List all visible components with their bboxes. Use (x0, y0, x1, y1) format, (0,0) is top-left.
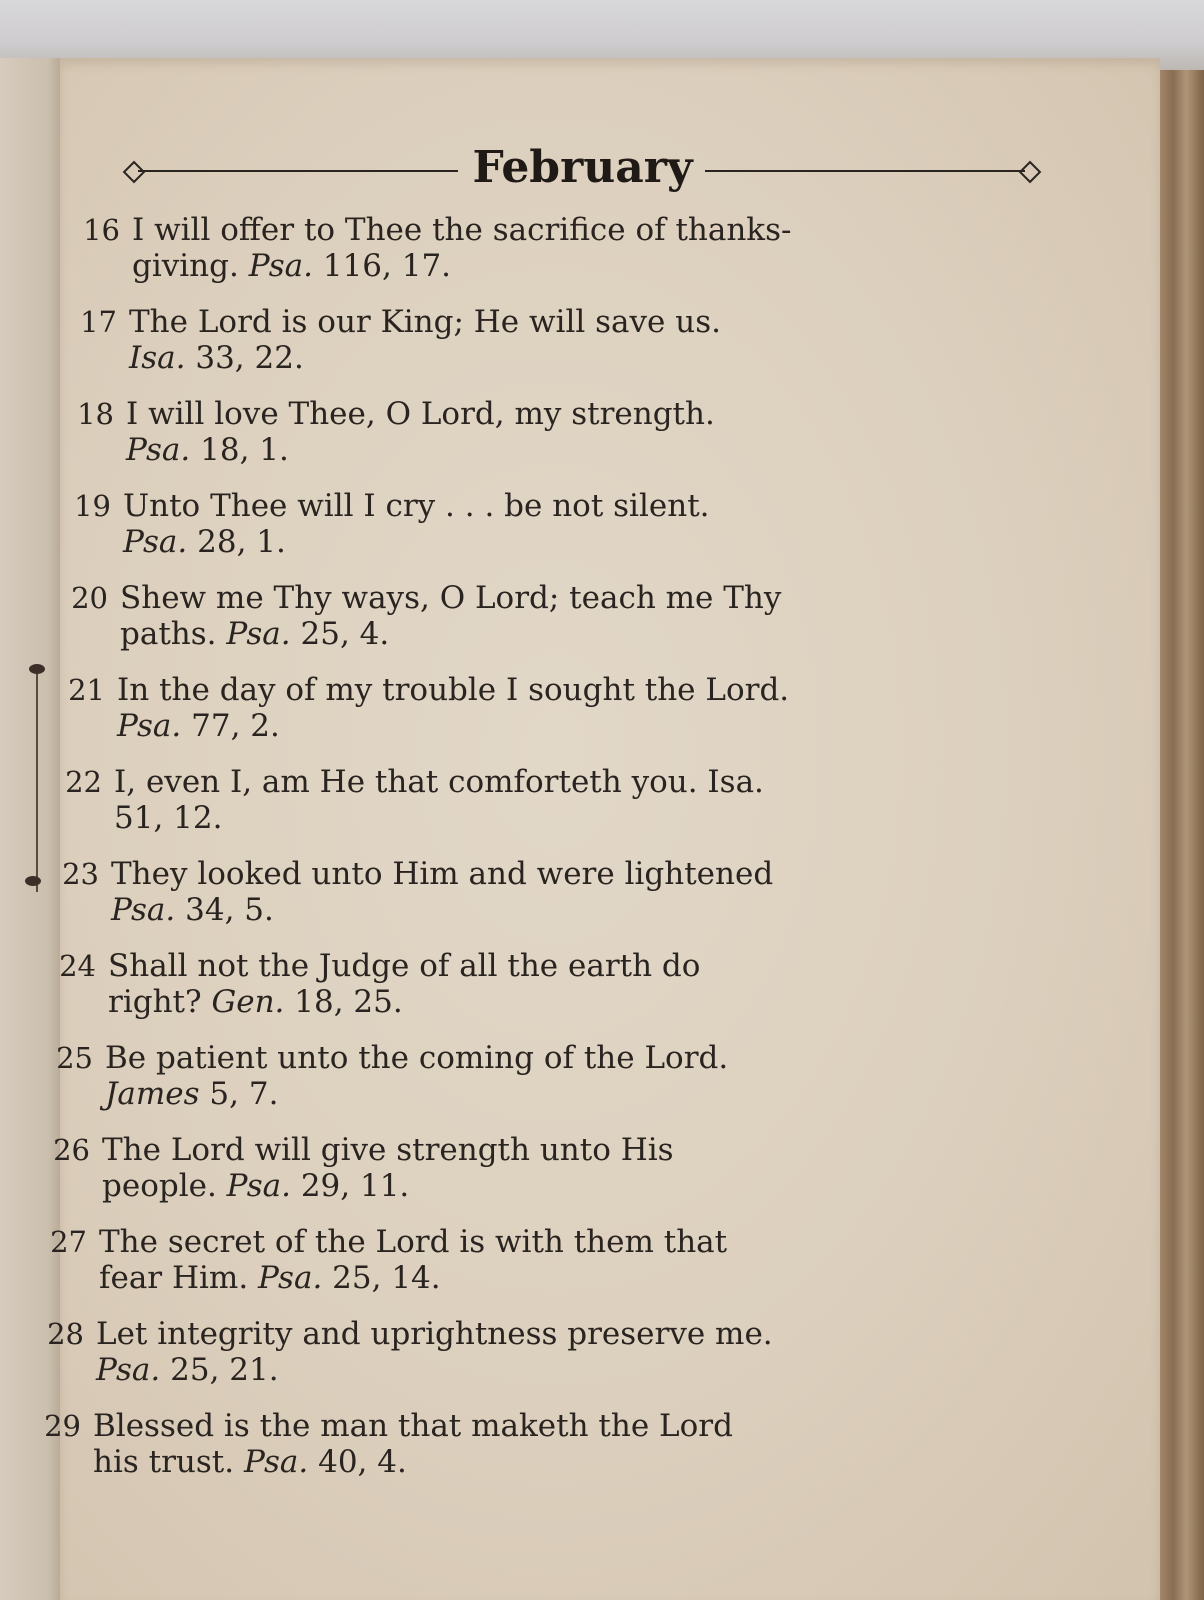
book-abbreviation: Psa. (243, 1444, 309, 1480)
day-number: 28 (47, 1317, 84, 1351)
month-header (120, 140, 1050, 200)
verse-line-continued: giving. (132, 248, 249, 284)
chapter-verse: 18, 1. (200, 432, 289, 468)
verse-reference (114, 800, 985, 836)
day-number: 22 (65, 765, 102, 799)
header-rule-left (138, 170, 458, 172)
book-abbreviation: Psa. (111, 892, 176, 928)
chapter-verse: 116, 17. (322, 248, 452, 284)
verse-text (123, 488, 985, 560)
verse-reference (126, 432, 985, 468)
chapter-verse: 51, 12. (114, 800, 223, 836)
verse-line-continued: paths. (120, 616, 227, 652)
verse-reference (96, 1352, 985, 1388)
stitch-knot-top (29, 664, 45, 674)
binding-stitch (36, 672, 38, 892)
verse-text (111, 856, 985, 928)
chapter-verse: 25, 21. (170, 1352, 279, 1388)
verse-text (102, 1132, 985, 1204)
verse-line: In the day of my trouble I sought the Lord. (117, 672, 790, 708)
book-abbreviation: Psa. (126, 432, 191, 468)
book-abbreviation: Psa. (96, 1352, 161, 1388)
verse-line: Let integrity and uprightness preserve me. (96, 1316, 773, 1352)
verse-reference (129, 340, 985, 376)
verse-reference (132, 248, 985, 284)
book-abbreviation: Psa. (117, 708, 182, 744)
day-number: 25 (56, 1041, 93, 1075)
verse-line: Unto Thee will I cry . . . be not silent. (123, 488, 710, 524)
verse-reference (102, 1168, 985, 1204)
verse-line-continued: fear Him. (99, 1260, 259, 1296)
book-abbreviation: Psa. (123, 524, 188, 560)
verse-text (99, 1224, 985, 1296)
book-abbreviation: Psa. (258, 1260, 323, 1296)
verse-reference (117, 708, 985, 744)
verse-line-continued: people. (102, 1168, 227, 1204)
day-number: 16 (83, 213, 120, 247)
left-page-edge (0, 58, 62, 1600)
verse-line: Shall not the Judge of all the earth do (108, 948, 701, 984)
ornament-diamond-left-icon (123, 161, 146, 184)
verse-line: I will love Thee, O Lord, my strength. (126, 396, 715, 432)
day-number: 19 (74, 489, 111, 523)
verse-text (117, 672, 985, 744)
chapter-verse: 40, 4. (318, 1444, 407, 1480)
verse-reference (120, 616, 985, 652)
day-number: 27 (50, 1225, 87, 1259)
verse-text (114, 764, 985, 836)
verse-text (96, 1316, 985, 1388)
chapter-verse: 77, 2. (191, 708, 280, 744)
page-stack-edge (1160, 70, 1204, 1600)
ornament-diamond-right-icon (1019, 161, 1042, 184)
verse-line: The Lord is our King; He will save us. (129, 304, 721, 340)
verse-text (108, 948, 985, 1020)
book-abbreviation: Psa. (226, 616, 291, 652)
day-number: 24 (59, 949, 96, 983)
day-number: 20 (71, 581, 108, 615)
verse-text (132, 212, 985, 284)
day-number: 18 (77, 397, 114, 431)
verse-line: Blessed is the man that maketh the Lord (93, 1408, 733, 1444)
book-abbreviation: Gen. (211, 984, 285, 1020)
day-number: 26 (53, 1133, 90, 1167)
verse-text (105, 1040, 985, 1112)
verse-reference (123, 524, 985, 560)
verse-reference (93, 1444, 985, 1480)
day-number: 23 (62, 857, 99, 891)
day-number: 29 (44, 1409, 81, 1443)
chapter-verse: 34, 5. (185, 892, 274, 928)
chapter-verse: 25, 4. (300, 616, 390, 652)
chapter-verse: 29, 11. (300, 1168, 410, 1204)
verse-text (126, 396, 985, 468)
verse-reference (111, 892, 985, 928)
verse-line: They looked unto Him and were lightened (111, 856, 774, 892)
verse-text (129, 304, 985, 376)
book-abbreviation: James (105, 1076, 200, 1112)
verse-line-continued: right? (108, 984, 212, 1020)
book-abbreviation: Psa. (248, 248, 313, 284)
verse-line-continued: his trust. (93, 1444, 244, 1480)
day-number: 21 (68, 673, 105, 707)
book-abbreviation: Psa. (226, 1168, 291, 1204)
chapter-verse: 18, 25. (294, 984, 403, 1020)
header-rule-right (705, 170, 1025, 172)
chapter-verse: 33, 22. (195, 340, 304, 376)
verse-reference (108, 984, 985, 1020)
verse-text (120, 580, 985, 652)
day-number: 17 (80, 305, 117, 339)
verse-line: The Lord will give strength unto His (102, 1132, 674, 1168)
verse-line: The secret of the Lord is with them that (99, 1224, 728, 1260)
verse-reference (99, 1260, 985, 1296)
chapter-verse: 5, 7. (209, 1076, 279, 1112)
month-title: February (472, 142, 693, 193)
verse-line: Shew me Thy ways, O Lord; teach me Thy (120, 580, 782, 616)
verse-text (93, 1408, 985, 1480)
verse-reference (105, 1076, 985, 1112)
verse-line: I will offer to Thee the sacrifice of thanks- (132, 212, 792, 248)
verse-line: Be patient unto the coming of the Lord. (105, 1040, 729, 1076)
verse-line: I, even I, am He that comforteth you. Isa. (114, 764, 764, 800)
book-abbreviation: Isa. (129, 340, 186, 376)
chapter-verse: 28, 1. (197, 524, 286, 560)
chapter-verse: 25, 14. (332, 1260, 441, 1296)
